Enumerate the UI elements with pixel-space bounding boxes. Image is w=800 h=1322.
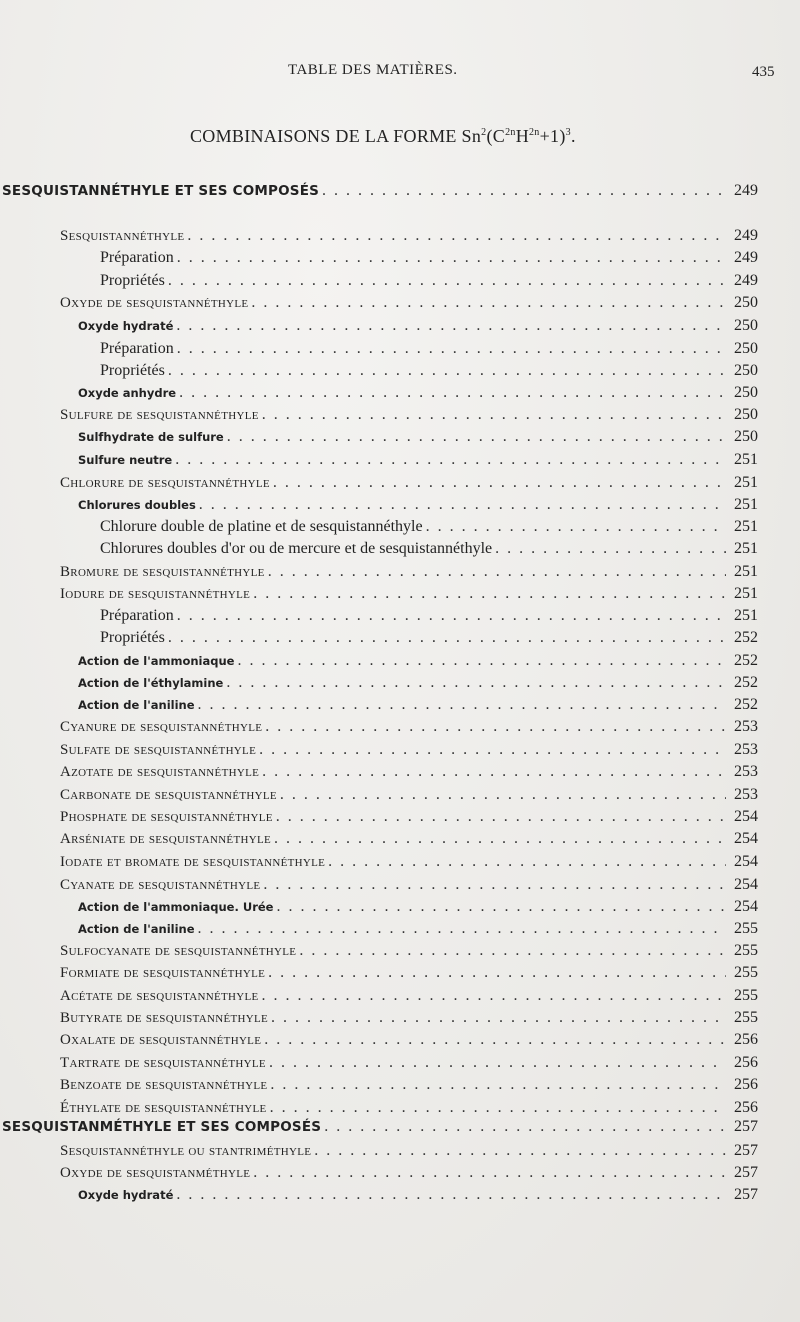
- heading-text: H: [515, 126, 529, 146]
- toc-entry-page: 251: [734, 474, 758, 491]
- toc-entry-page: 252: [734, 674, 758, 691]
- toc-entry-page: 250: [734, 384, 758, 401]
- toc-entry-label: Butyrate de sesquistannéthyle: [60, 1010, 269, 1026]
- dot-leader: [271, 1009, 726, 1027]
- toc-entry: [100, 629, 758, 651]
- toc-entry: [78, 674, 758, 696]
- toc-entry-page: 249: [734, 249, 758, 266]
- toc-entry-page: 249: [734, 182, 758, 199]
- toc-entry-label: Sulfate de sesquistannéthyle: [60, 742, 257, 758]
- running-title: TABLE DES MATIÈRES.: [288, 62, 458, 78]
- toc-entry-page: 249: [734, 272, 758, 289]
- toc-entry-label: Sulfure neutre: [78, 453, 173, 467]
- toc-entry-label: Acétate de sesquistannéthyle: [60, 988, 259, 1004]
- toc-entry: [60, 786, 758, 808]
- dot-leader: [269, 1054, 726, 1072]
- toc-entry-label: Arséniate de sesquistannéthyle: [60, 831, 271, 847]
- dot-leader: [263, 876, 726, 894]
- dot-leader: [227, 428, 726, 446]
- toc-entry: [78, 451, 758, 473]
- toc-entry-label: Cyanate de sesquistannéthyle: [60, 877, 261, 893]
- toc-entry-page: 252: [734, 652, 758, 669]
- toc-entry-page: 251: [734, 607, 758, 624]
- toc-entry: [60, 763, 758, 785]
- toc-entry-page: 251: [734, 585, 758, 602]
- toc-entry-page: 254: [734, 853, 758, 870]
- toc-entry-page: 253: [734, 786, 758, 803]
- toc-entry-page: 254: [734, 898, 758, 915]
- toc-entry-page: 251: [734, 563, 758, 580]
- toc-entry-page: 253: [734, 718, 758, 735]
- toc-entry-label: Propriétés: [100, 362, 165, 379]
- toc-entry-page: 255: [734, 1009, 758, 1026]
- toc-entry-page: 252: [734, 696, 758, 713]
- dot-leader: [276, 808, 726, 826]
- toc-entry-label: Azotate de sesquistannéthyle: [60, 764, 260, 780]
- toc-entry: [78, 1186, 758, 1208]
- toc-entry-label: Sesquistannéthyle: [60, 228, 185, 244]
- dot-leader: [274, 830, 726, 848]
- toc-entry: [100, 362, 758, 384]
- dot-leader: [198, 920, 726, 938]
- heading-superscript: 2: [481, 127, 487, 138]
- dot-leader: [168, 629, 726, 647]
- toc-entry: [100, 272, 758, 294]
- toc-entry-label: Action de l'ammoniaque. Urée: [78, 900, 274, 914]
- toc-entry-label: Chlorure double de platine et de sesquistannéthyle: [100, 518, 423, 535]
- toc-entry: [78, 496, 758, 518]
- toc-entry: [100, 540, 758, 562]
- dot-leader: [314, 1142, 726, 1160]
- toc-entry-label: Éthylate de sesquistannéthyle: [60, 1100, 267, 1116]
- toc-entry-page: 255: [734, 920, 758, 937]
- toc-entry-label: Phosphate de sesquistannéthyle: [60, 809, 273, 825]
- heading-text: (C: [486, 126, 506, 146]
- toc-entry-label: Cyanure de sesquistannéthyle: [60, 719, 263, 735]
- toc-entry-label: Oxyde de sesquistanméthyle: [60, 1165, 251, 1181]
- toc-entry: [60, 585, 758, 607]
- toc-entry-page: 251: [734, 540, 758, 557]
- dot-leader: [177, 607, 726, 625]
- toc-entry-page: 254: [734, 876, 758, 893]
- toc-entry-page: 250: [734, 362, 758, 379]
- heading-text: COMBINAISONS DE LA FORME Sn: [190, 126, 482, 146]
- heading-superscript: 2n: [505, 127, 516, 138]
- toc-entry: [60, 942, 758, 964]
- dot-leader: [226, 674, 726, 692]
- dot-leader: [299, 942, 726, 960]
- toc-entry: [78, 652, 758, 674]
- toc-entry: [100, 340, 758, 362]
- toc-entry: [60, 964, 758, 986]
- dot-leader: [495, 540, 726, 558]
- toc-entry: [100, 518, 758, 540]
- toc-entry-page: 255: [734, 964, 758, 981]
- toc-entry: [78, 428, 758, 450]
- toc-entry-page: 253: [734, 763, 758, 780]
- toc-entry-label: Sesquistannéthyle ou stantriméthyle: [60, 1143, 312, 1159]
- toc-entry-label: Formiate de sesquistannéthyle: [60, 965, 266, 981]
- dot-leader: [324, 1118, 726, 1136]
- toc-entry-label: Iodure de sesquistannéthyle: [60, 586, 251, 602]
- toc-entry-label: Préparation: [100, 607, 174, 624]
- toc-entry-label: Iodate et bromate de sesquistannéthyle: [60, 854, 326, 870]
- toc-entry-page: 256: [734, 1076, 758, 1093]
- toc-entry-page: 255: [734, 987, 758, 1004]
- toc-entry: [60, 853, 758, 875]
- dot-leader: [187, 227, 726, 245]
- toc-entry-label: Sulfhydrate de sulfure: [78, 430, 224, 444]
- toc-entry-label: Oxyde hydraté: [78, 319, 174, 333]
- toc-entry-page: 257: [734, 1118, 758, 1135]
- toc-entry: [60, 1142, 758, 1164]
- toc-entry-page: 256: [734, 1054, 758, 1071]
- toc-entry: [100, 249, 758, 271]
- toc-entry: [60, 227, 758, 249]
- dot-leader: [253, 1164, 726, 1182]
- dot-leader: [276, 898, 726, 916]
- toc-entry: [60, 876, 758, 898]
- dot-leader: [198, 696, 726, 714]
- dot-leader: [176, 317, 726, 335]
- dot-leader: [426, 518, 726, 536]
- dot-leader: [168, 272, 726, 290]
- toc-entry-label: Oxalate de sesquistannéthyle: [60, 1032, 262, 1048]
- toc-entry-label: Bromure de sesquistannéthyle: [60, 564, 265, 580]
- toc-entry-label: Sulfure de sesquistannéthyle: [60, 407, 259, 423]
- toc-entry-page: 257: [734, 1164, 758, 1181]
- toc-entry-page: 249: [734, 227, 758, 244]
- toc-entry: [60, 830, 758, 852]
- dot-leader: [262, 987, 726, 1005]
- toc-entry-page: 256: [734, 1031, 758, 1048]
- toc-entry-page: 250: [734, 317, 758, 334]
- dot-leader: [262, 406, 726, 424]
- toc-entry-label: Action de l'aniline: [78, 922, 195, 936]
- dot-leader: [273, 474, 726, 492]
- toc-entry-page: 255: [734, 942, 758, 959]
- heading-superscript: 2n: [529, 127, 540, 138]
- toc-entry: [78, 898, 758, 920]
- dot-leader: [176, 1186, 726, 1204]
- toc-entry-page: 254: [734, 830, 758, 847]
- toc-entry: [60, 1164, 758, 1186]
- toc-entry-label: Oxyde hydraté: [78, 1188, 174, 1202]
- heading-superscript: 3: [565, 127, 571, 138]
- toc-entry-label: Action de l'éthylamine: [78, 676, 224, 690]
- dot-leader: [270, 1076, 726, 1094]
- toc-entry-label: Chlorures doubles: [78, 498, 196, 512]
- toc-entry: [60, 741, 758, 763]
- toc-entry-page: 250: [734, 340, 758, 357]
- toc-entry: [60, 563, 758, 585]
- toc-entry-label: Oxyde de sesquistannéthyle: [60, 295, 249, 311]
- toc-entry: [2, 182, 758, 204]
- toc-entry: [60, 474, 758, 496]
- dot-leader: [177, 249, 726, 267]
- toc-entry: [60, 808, 758, 830]
- dot-leader: [268, 563, 726, 581]
- toc-entry-label: Chlorures doubles d'or ou de mercure et de sesquistannéthyle: [100, 540, 493, 557]
- toc-entry-page: 256: [734, 1099, 758, 1116]
- heading-text: +1): [539, 126, 566, 146]
- toc-entry: [100, 607, 758, 629]
- dot-leader: [237, 652, 726, 670]
- toc-entry-page: 251: [734, 496, 758, 513]
- toc-entry-label: Sulfocyanate de sesquistannéthyle: [60, 943, 297, 959]
- dot-leader: [168, 362, 726, 380]
- toc-entry: [60, 294, 758, 316]
- toc-entry: [60, 1076, 758, 1098]
- toc-entry-page: 250: [734, 406, 758, 423]
- toc-entry-label: Préparation: [100, 340, 174, 357]
- toc-entry: [78, 384, 758, 406]
- dot-leader: [179, 384, 726, 402]
- dot-leader: [259, 741, 726, 759]
- toc-entry-label: Benzoate de sesquistannéthyle: [60, 1077, 268, 1093]
- dot-leader: [251, 294, 726, 312]
- dot-leader: [175, 451, 726, 469]
- toc-entry: [78, 696, 758, 718]
- toc-entry: [60, 1009, 758, 1031]
- toc-entry-label: Préparation: [100, 249, 174, 266]
- toc-entry-label: Propriétés: [100, 272, 165, 289]
- heading-text: .: [570, 126, 576, 146]
- dot-leader: [280, 786, 726, 804]
- dot-leader: [253, 585, 726, 603]
- toc-entry: [2, 1118, 758, 1140]
- toc-entry: [60, 718, 758, 740]
- toc-entry: [60, 406, 758, 428]
- dot-leader: [322, 182, 726, 200]
- dot-leader: [177, 340, 726, 358]
- toc-entry: [60, 987, 758, 1009]
- toc-entry: [78, 317, 758, 339]
- dot-leader: [262, 763, 726, 781]
- toc-entry-page: 257: [734, 1142, 758, 1159]
- toc-entry-label: SESQUISTANMÉTHYLE ET SES COMPOSÉS: [2, 1119, 322, 1135]
- toc-entry-page: 251: [734, 518, 758, 535]
- toc-entry-page: 257: [734, 1186, 758, 1203]
- toc-entry-page: 253: [734, 741, 758, 758]
- dot-leader: [199, 496, 726, 514]
- toc-entry-label: Tartrate de sesquistannéthyle: [60, 1055, 266, 1071]
- toc-entry-label: Action de l'ammoniaque: [78, 654, 235, 668]
- toc-entry-label: SESQUISTANNÉTHYLE ET SES COMPOSÉS: [2, 183, 320, 199]
- toc-entry-page: 254: [734, 808, 758, 825]
- toc-entry-label: Oxyde anhydre: [78, 386, 177, 400]
- toc-entry-page: 250: [734, 428, 758, 445]
- dot-leader: [328, 853, 726, 871]
- toc-entry-page: 250: [734, 294, 758, 311]
- toc-entry: [78, 920, 758, 942]
- toc-entry: [60, 1031, 758, 1053]
- toc-entry-page: 251: [734, 451, 758, 468]
- dot-leader: [264, 1031, 726, 1049]
- toc-entry-label: Propriétés: [100, 629, 165, 646]
- toc-entry-label: Chlorure de sesquistannéthyle: [60, 475, 270, 491]
- toc-entry-label: Carbonate de sesquistannéthyle: [60, 787, 277, 803]
- toc-entry-page: 252: [734, 629, 758, 646]
- toc-entry: [60, 1054, 758, 1076]
- toc-entry-label: Action de l'aniline: [78, 698, 195, 712]
- dot-leader: [265, 718, 726, 736]
- page-number: 435: [752, 64, 775, 80]
- dot-leader: [268, 964, 726, 982]
- dot-leader: [270, 1099, 726, 1117]
